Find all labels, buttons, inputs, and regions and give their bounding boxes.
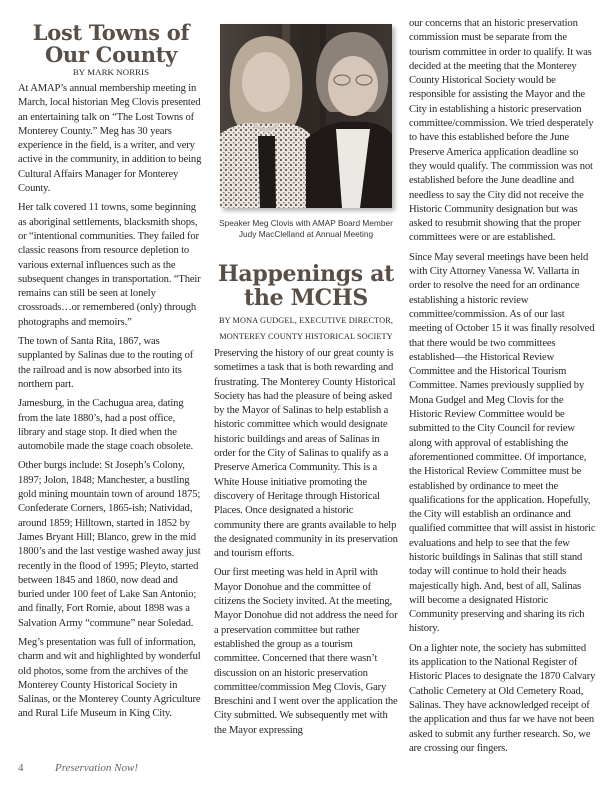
lost-towns-paragraph: Meg’s presentation was full of information, charm and wit and highlighted by wonderful old photos, some from the archives of the Monterey County Historical Society in Salinas, or the Monterey County Agriculture and Rural Life Museum in King City. [18, 636, 201, 720]
lost-towns-title-line2: Our County [44, 42, 178, 67]
annual-meeting-photo [220, 24, 392, 208]
happenings-paragraph: On a lighter note, the society has submitted its application to the National Register of Historic Places to designate the 1870 Calvary Catholic Cemetery at Old Cemetery Road, Salinas. They have acknowledged receipt of the application and thus far we have not been asked to submit any further research. So, we are crossing our fingers. [409, 642, 596, 754]
page-number: 4 [18, 762, 24, 774]
lost-towns-paragraph: Other burgs include: St Joseph’s Colony, 1897; Jolon, 1848; Manchester, a bustling gold mining mountain town of around 1875; Confederate Corners, 1865-ish; Natividad, around 1859; Hilltown, started in 1852 by James Bryant Hill; Blanco, grew in the mid 1800’s and the last vestige washed away just recently in the flood of 1995; Pleyto, started between 1845 and 1860, now dead and buried under 100 feet of Lake San Antonio; and finally, Fort Romie, about 1898 was a Salvation Army “commune” near Soledad. [18, 460, 201, 629]
happenings-paragraph: our concerns that an historic preservation commission must be separate from the tourism committee in order to qualify. It was decided at the meeting that the Monterey County Historical Society would be responsible for assisting the Mayor and the City in establishing a historic preservation committee/commission. We tried desperately to have this established before the June Preserve America application deadline so they would qualify. The commission was not established before the June deadline and needless to say the City did not receive the Historic Community designation but was asked to resubmit showing that the proper committees were or are established. [409, 18, 594, 244]
publication-name: Preservation Now! [55, 762, 138, 774]
photo-image [220, 24, 392, 208]
happenings-article [214, 262, 398, 743]
happenings-byline-line2: MONTEREY COUNTY HISTORICAL SOCIETY [219, 332, 393, 341]
lost-towns-paragraph: Jamesburg, in the Cachugua area, dating from the late 1880’s, had a post office, library and stage stop. It died when the automobile made the stage coach obsolete. [18, 398, 194, 453]
happenings-paragraph: Our first meeting was held in April with Mayor Donohue and the committee of citizens the Society invited. At the meeting, Mayor Donohue did not address the need for a preservation committee but rather established the group as a tourism committee. Concerned that there wasn’t discussion on an historic preservation committee/commission Meg Clovis, Gary Breschini and I went over the application the City submitted. We subsequently met with the Mayor expressing [214, 567, 398, 736]
happenings-title-line1: Happenings at [217, 261, 395, 287]
photo-caption-line1: Speaker Meg Clovis with AMAP Board Member [219, 218, 393, 228]
lost-towns-paragraph: Her talk covered 11 towns, some beginning as aboriginal settlements, blacksmith shops, or “intentional communities. They failed for classic reasons from resource depletion to various external influences such as the subsequent changes in transportation. “Their remains can still be seen at lonely crossroads…or remembered (only) through photographs and memoirs.” [18, 202, 201, 328]
happenings-byline-line1: BY MONA GUDGEL, EXECUTIVE DIRECTOR, [218, 316, 394, 325]
happenings-title-line2: the MCHS [244, 285, 368, 311]
lost-towns-byline: BY MARK NORRIS [72, 67, 150, 77]
happenings-paragraph: Since May several meetings have been held with City Attorney Vanessa W. Vallarta in order to resolve the need for an ordinance establishing a historic review committee/commission. As of our last meeting of October 15 it was finally resolved that there would be two committees established—the Historical Review Committee and the Historical Tourism Committee. Names previously supplied by Mona Gudgel and Meg Clovis for the Historic Review Committee would be submitted to the City Council for review along with approval of establishing the aforementioned committee. Of importance, the Historical Review Committee must be established by ordinance to meet the qualifications for the application. Hopefully, the City will establish an ordinance and qualified committee that will assist in historic evaluations and help to see that the few historic buildings in Salinas that still stand today will continue to hold their heads majestically high. And, best of all, Salinas will become a designated Historic Community preserving and sharing its rich history. [409, 251, 596, 635]
happenings-paragraph: Preserving the history of our great county is sometimes a task that is both rewarding and frustrating. The Monterey County Historical Society has had the pleasure of being asked by the Mayor of Salinas to help establish a historic committee which would designate historic buildings and areas of Salinas in order for the City of Salinas to qualify as a Preserve America Community. This is a White House initiative promoting the discovery of Heritage through Historical Places. Once designated a historic community there are grants available to help the designated community in its preservation and tourism efforts. [214, 348, 398, 560]
lost-towns-paragraph: At AMAP’s annual membership meeting in March, local historian Meg Clovis presented an entertaining talk on “The Lost Towns of Monterey County.” Meg has 30 years experience in the field, is a writer, and very active in the community, in addition to being Cultural Affairs Manager for Monterey County. [18, 83, 202, 195]
lost-towns-paragraph: The town of Santa Rita, 1867, was supplanted by Salinas due to the routing of the railroad and is now absorbed into its northern part. [18, 336, 194, 390]
lost-towns-title-line1: Lost Towns of [32, 20, 190, 45]
photo-caption-line2: Judy MacClelland at Annual Meeting [238, 229, 374, 239]
photo-caption [214, 218, 398, 240]
lost-towns-title [18, 22, 204, 66]
happenings-continued [409, 17, 597, 761]
lost-towns-article [18, 22, 204, 727]
happenings-title [214, 262, 398, 310]
